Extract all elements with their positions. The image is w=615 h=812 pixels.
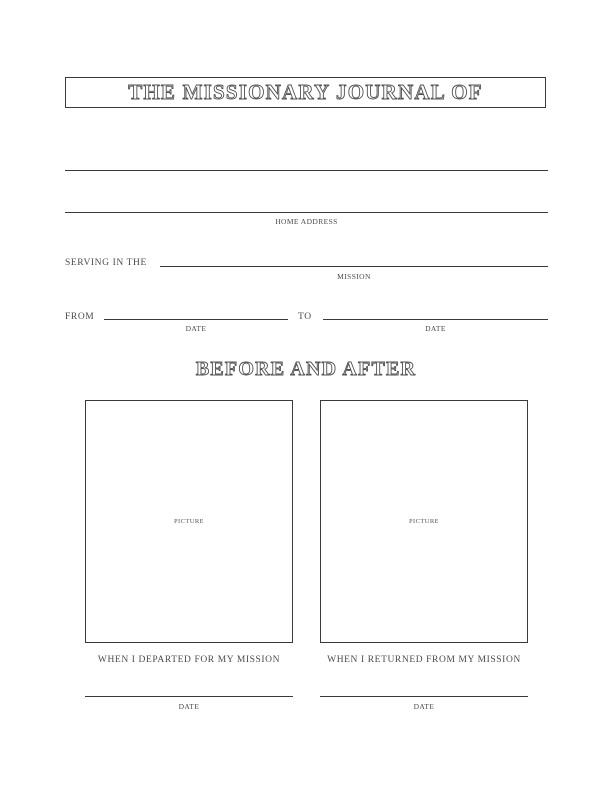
after-picture-box[interactable] xyxy=(320,400,528,643)
returned-date-line[interactable] xyxy=(320,696,528,697)
home-address-label: HOME ADDRESS xyxy=(275,217,338,226)
before-picture-box[interactable] xyxy=(85,400,293,643)
from-date-label: DATE xyxy=(185,324,207,333)
after-picture-placeholder: PICTURE xyxy=(409,518,439,525)
to-date-label: DATE xyxy=(425,324,446,333)
before-after-heading: BEFORE AND AFTER xyxy=(195,358,417,380)
serving-label: SERVING IN THE xyxy=(65,258,147,268)
title-box xyxy=(65,77,546,108)
returned-date-label: DATE xyxy=(413,702,435,711)
to-label: TO xyxy=(298,312,312,322)
departed-date-line[interactable] xyxy=(85,696,293,697)
returned-caption: WHEN I RETURNED FROM MY MISSION xyxy=(327,655,521,665)
to-date-line[interactable] xyxy=(323,319,548,320)
journal-title: THE MISSIONARY JOURNAL OF xyxy=(128,80,483,104)
name-line[interactable] xyxy=(65,170,548,171)
departed-date-label: DATE xyxy=(178,702,200,711)
before-after-heading-wrap xyxy=(0,358,612,381)
departed-caption: WHEN I DEPARTED FOR MY MISSION xyxy=(97,655,281,665)
from-label: FROM xyxy=(65,312,95,322)
mission-label: MISSION xyxy=(337,272,371,281)
home-address-line[interactable] xyxy=(65,212,548,213)
before-picture-placeholder: PICTURE xyxy=(174,518,204,525)
mission-line[interactable] xyxy=(160,266,548,267)
from-date-line[interactable] xyxy=(104,319,288,320)
